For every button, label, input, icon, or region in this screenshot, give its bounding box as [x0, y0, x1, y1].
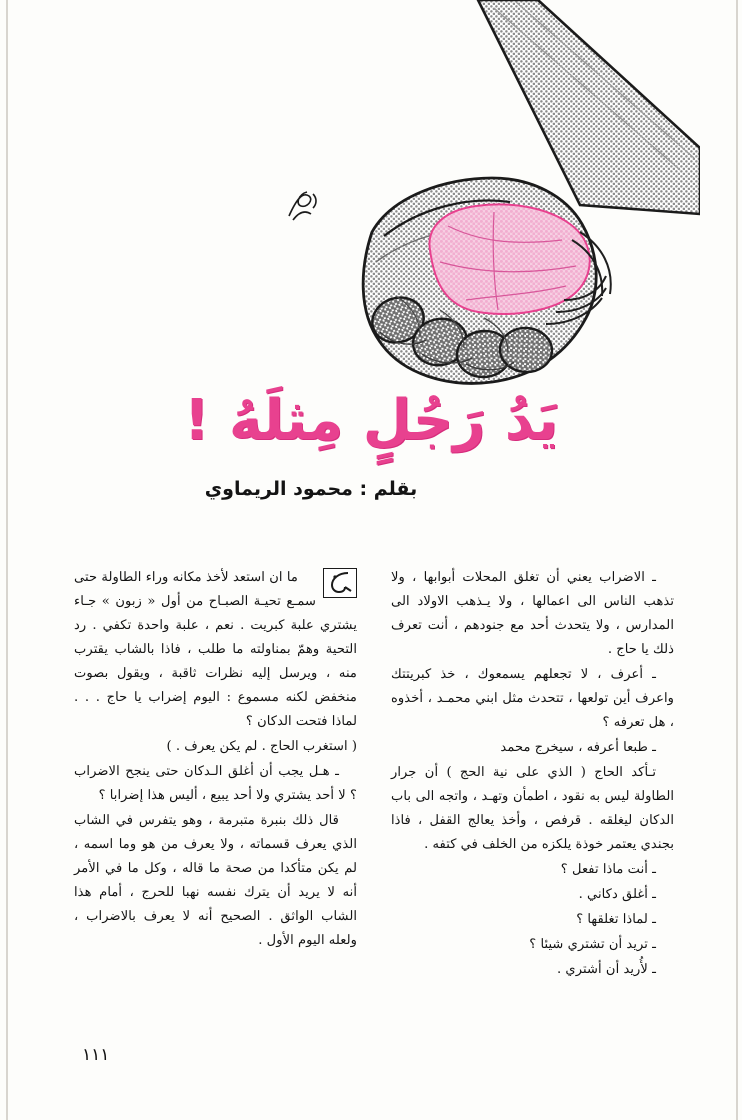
byline: بقلم : محمود الريماوي [204, 478, 418, 500]
paragraph: ـ طبعا أعرفه ، سيخرج محمد [500, 740, 656, 756]
paragraph: ـ الاضراب يعني أن تغلق المحلات أبوابها ، ولا تذهب الناس الى اعمالها ، ولا يـذهب الاولاد الى المدارس ، ولا يتحدث أحد مع جنودهم ، أنت تعرف ذلك يا حاج . [391, 570, 674, 658]
paragraph: ـ أعرف ، لا تجعلهم يسمعوك ، خذ كبريتتك واعرف أين تولعها ، تتحدث مثل ابني محمـد ، أخذوه ، هل تعرفه ؟ [391, 667, 674, 731]
article-body [74, 566, 674, 1026]
paragraph: ( استغرب الحاج . لم يكن يعرف . ) [166, 739, 357, 755]
hand-holding-pink-object-illustration [280, 0, 700, 400]
paragraph: ـ أغلق دكاني . [578, 887, 656, 903]
paragraph: ـ هـل يجب أن أغلق الـدكان حتى ينجح الاضراب ؟ لا أحد يشتري ولا أحد يبيع ، أليس هذا إضرابا ؟ [74, 764, 357, 804]
paragraph: ـ لماذا تغلقها ؟ [576, 912, 656, 928]
paragraph: تـأكد الحاج ( الذي على نية الحج ) أن جرار الطاولة ليس به نقود ، اطمأن وتهـد ، واتجه الى باب الدكان ليغلقه . قرفص ، وأخذ يعالج القفل ، فاذا بجندي يعتمر خوذة يلكزه من الخلف في كتفه . [391, 765, 674, 853]
article-column-left [391, 566, 674, 1026]
page-number: ١١١ [82, 1045, 110, 1065]
paragraph: ـ لأُريد أن أشتري . [557, 962, 656, 978]
paragraph: ما ان استعد لأخذ مكانه وراء الطاولة حتى سمـع تحيـة الصبـاح من أول « زبون » جـاء يشتري علبة كبريت . نعم ، علبة واحدة تكفي . رد التحية وهمّ بمناولته ما طلب ، فاذا بالشاب يقترب منه ، ويرسل إليه نظرات ثاقبة ، ويقول بصوت منخفض لكنه مسموع : اليوم إضراب يا حاج . . . لماذا فتحت الدكان ؟ [74, 570, 357, 730]
paragraph: قال ذلك بنبرة متبرمة ، وهو يتفرس في الشاب الذي يعرف قسماته ، ولا يعرف من هو وما اسمه ، لم يكن متأكدا من صحة ما قاله ، وكل ما في الأمر أنه لا يريد أن يترك نفسه نهبا للحرج ، أمام هذا الشاب الواثق . الصحيح أنه لا يعرف بالاضراب ، ولعله اليوم الأول . [74, 813, 357, 949]
decorative-initial-ornament-icon [323, 568, 357, 598]
page-title: يَدُ رَجُلٍ مِثلَهُ ! [183, 388, 559, 453]
title-block [0, 386, 742, 500]
artist-signature-scribble [283, 186, 323, 226]
page-border-left [6, 0, 8, 1120]
paragraph: ـ أنت ماذا تفعل ؟ [560, 862, 656, 878]
paragraph: ـ تريد أن تشتري شيئا ؟ [529, 937, 656, 953]
article-column-right [74, 566, 357, 1026]
page-border-right [736, 0, 738, 1120]
